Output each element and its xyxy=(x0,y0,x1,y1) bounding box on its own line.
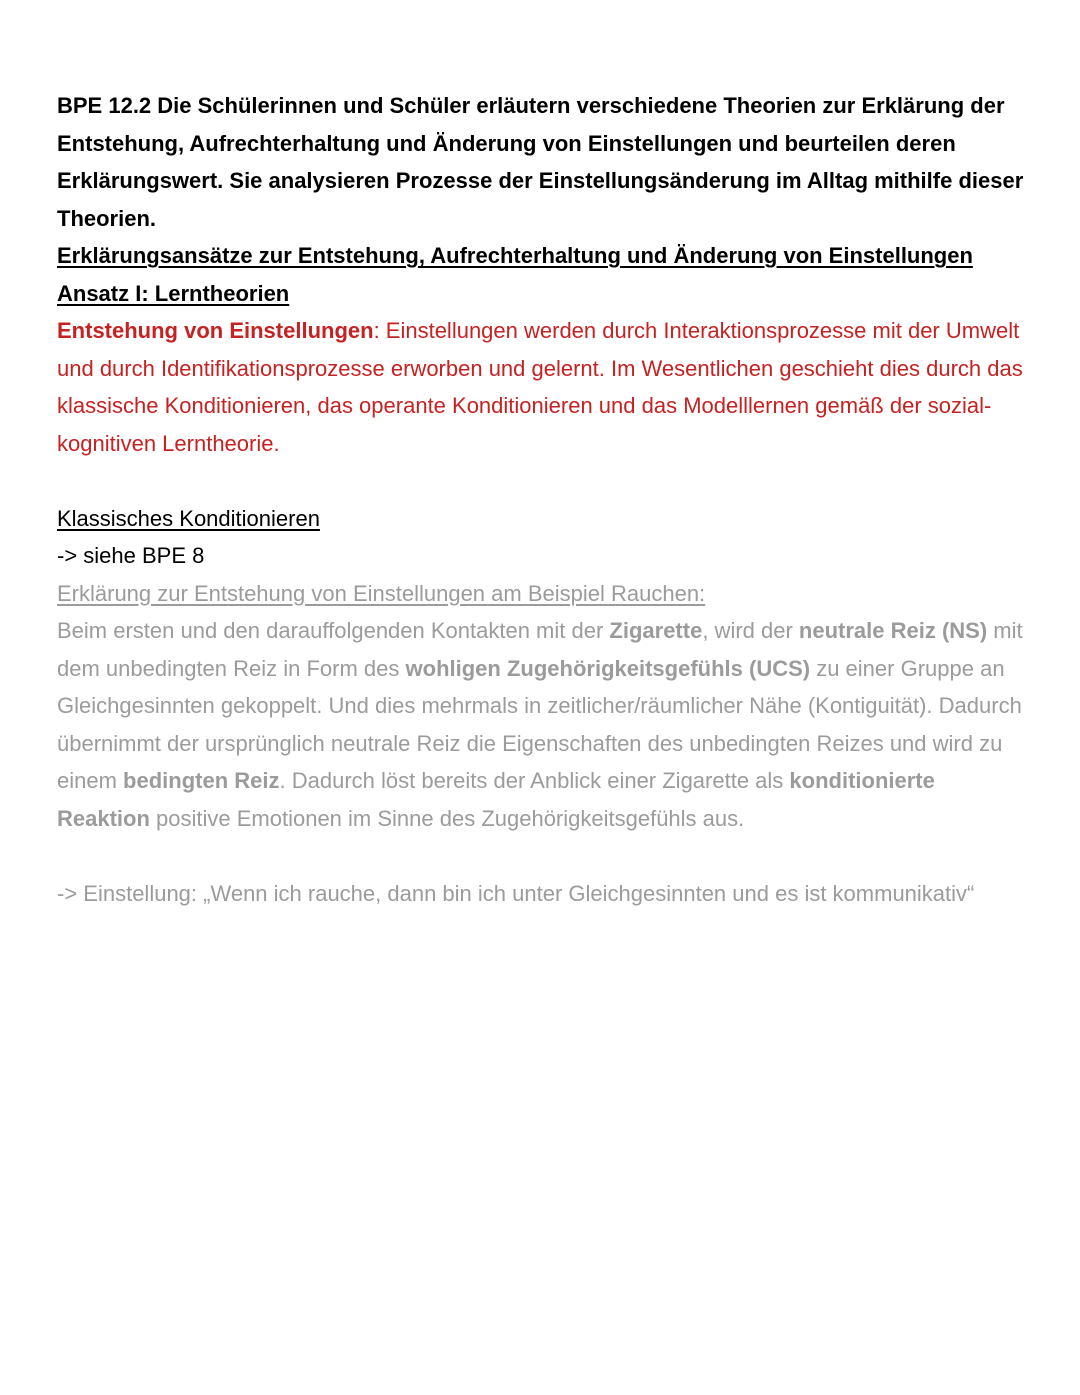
text-run: Beim ersten und den darauffolgenden Kontakten mit der xyxy=(57,618,610,643)
section-heading-erklaerungsansaetze xyxy=(57,237,1025,275)
text-run: -> Einstellung: „Wenn ich rauche, dann bin ich unter Gleichgesinnten und es ist kommunikativ“ xyxy=(57,880,975,906)
text-run: Erklärung zur Entstehung von Einstellungen am Beispiel Rauchen: xyxy=(57,580,706,606)
text-run: , wird der xyxy=(702,618,799,643)
text-run: BPE 12.2 Die Schülerinnen und Schüler erläutern verschiedene Theorien zur Erklärung der Entstehung, Aufrechterhaltung und Änderung von Einstellungen und beurteilen deren Erklärungswert. Sie analysieren Prozesse der Einstellungsänderung im Alltag mithilfe dieser Theorien. xyxy=(57,93,1024,231)
text-run: Erklärungsansätze zur Entstehung, Aufrechterhaltung und Änderung von Einstellungen xyxy=(57,243,973,268)
erklaerung-rauchen-heading xyxy=(57,575,1025,613)
text-run: wohligen Zugehörigkeitsgefühls (UCS) xyxy=(405,655,811,681)
text-run: -> siehe BPE 8 xyxy=(57,543,205,568)
text-run: positive Emotionen im Sinne des Zugehörigkeitsgefühls aus. xyxy=(149,805,745,831)
subsection-heading-ansatz-1 xyxy=(57,275,1025,313)
blank-line xyxy=(57,837,1025,875)
bpe-heading xyxy=(57,87,1025,237)
text-run: . Dadurch löst bereits der Anblick einer Zigarette als xyxy=(279,768,790,793)
text-run: konditionierte Reaktion xyxy=(57,768,935,831)
blank-line xyxy=(57,462,1025,500)
text-run: Ansatz I: Lerntheorien xyxy=(57,280,290,306)
klassisches-konditionieren-heading xyxy=(57,500,1025,538)
siehe-bpe-8 xyxy=(57,537,1025,575)
text-run: Entstehung von Einstellungen xyxy=(57,318,374,343)
text-run: : Einstellungen werden durch Interaktionsprozesse mit der Umwelt und durch Identifikationsprozesse erworben und gelernt. Im Wesentlichen geschieht dies durch das klassische Konditionieren, das operante Konditionieren und das Modelllernen gemäß der sozial-kognitiven Lerntheorie. xyxy=(57,318,1023,456)
entstehung-definition xyxy=(57,312,1025,462)
einstellung-conclusion xyxy=(57,875,1025,913)
text-run: Zigarette xyxy=(609,618,703,643)
text-run: Klassisches Konditionieren xyxy=(57,505,320,531)
text-run: mit dem unbedingten Reiz in Form des xyxy=(57,618,1023,681)
text-run: neutrale Reiz (NS) xyxy=(798,618,988,643)
text-run: bedingten Reiz xyxy=(123,768,280,793)
rauchen-erklaerung-paragraph xyxy=(57,612,1025,837)
document-body xyxy=(57,87,1025,912)
text-run: zu einer Gruppe an Gleichgesinnten gekoppelt. Und dies mehrmals in zeitlicher/räumlicher Nähe (Kontiguität). Dadurch übernimmt der ursprünglich neutrale Reiz die Eigenschaften des unbedingten Reizes und wird zu einem xyxy=(57,655,1022,793)
